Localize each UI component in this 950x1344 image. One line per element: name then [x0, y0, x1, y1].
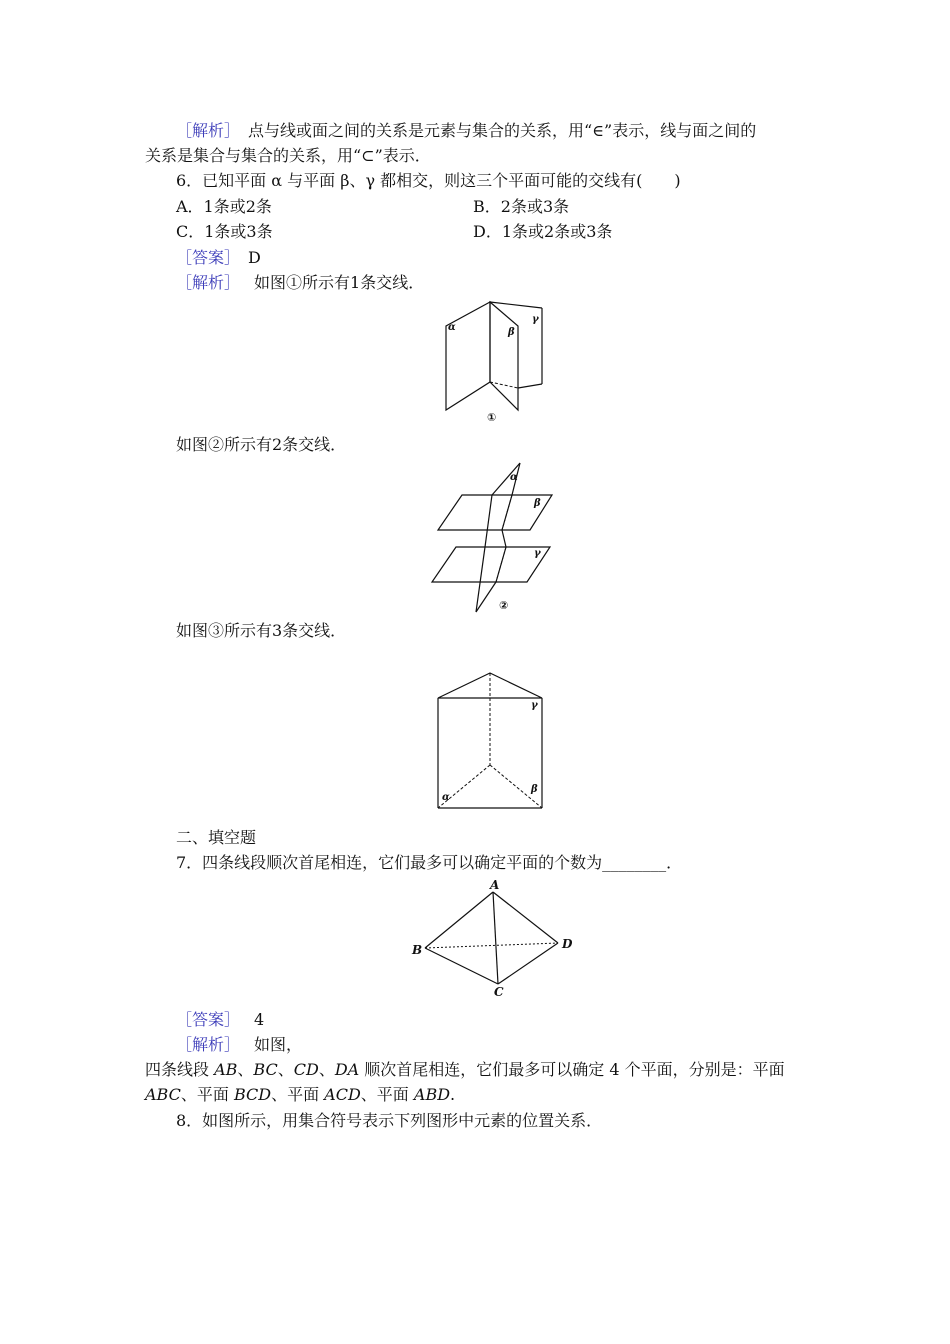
figure-2 — [430, 460, 560, 618]
edge-AC — [493, 892, 498, 984]
separator: 、 — [318, 1060, 335, 1079]
label-beta: β — [508, 327, 515, 338]
analysis-tag: ［解析］ — [176, 273, 241, 292]
label-gamma: γ — [532, 314, 539, 325]
separator: 、 — [237, 1060, 254, 1079]
label-beta: β — [531, 784, 538, 795]
edge-AD — [493, 892, 558, 943]
separator: 、 — [277, 1060, 294, 1079]
figure-number: ① — [487, 411, 497, 424]
plane-beta-outline — [490, 302, 518, 410]
q6-analysis-intro: 如图①所示有1条交线． — [254, 273, 425, 292]
label-gamma: γ — [531, 700, 538, 711]
separator: 、平面 — [360, 1085, 414, 1104]
edge-AB — [425, 892, 493, 948]
segment-bc: BC — [253, 1060, 278, 1079]
plane-gamma-outline — [432, 547, 550, 582]
segment-da: DA — [334, 1060, 360, 1079]
figure-3 — [432, 668, 548, 812]
plane-bcd: BCD — [233, 1085, 272, 1104]
edge-CD — [498, 943, 558, 984]
section-title: 二、填空题 — [176, 828, 257, 847]
figure-1 — [438, 300, 558, 425]
plane-abc: ABC — [145, 1085, 181, 1104]
analysis-tag: ［解析］ — [176, 121, 233, 140]
vertex-C: C — [494, 985, 504, 999]
plane-alpha-outline — [446, 302, 490, 410]
label-alpha: α — [442, 792, 450, 803]
q7-answer-line — [176, 1010, 264, 1030]
plane-alpha-left-edge-lower — [476, 547, 485, 612]
plane-gamma-hidden-edge — [490, 382, 518, 388]
q6-analysis-text2: 如图②所示有2条交线． — [176, 435, 347, 454]
segment-ab: AB — [214, 1060, 238, 1079]
q6-answer: D — [248, 248, 261, 267]
plane-alpha-right-edge-mid — [502, 530, 506, 547]
separator: 、平面 — [271, 1085, 325, 1104]
text-fragment: 四条线段 — [145, 1060, 215, 1079]
q6-stem: 6．已知平面 α 与平面 β、γ 都相交，则这三个平面可能的交线有( ) — [176, 171, 681, 190]
q6-option-c: C．1条或3条 — [176, 222, 273, 241]
plane-gamma-top-edge — [490, 302, 542, 308]
figure-tetrahedron — [410, 878, 580, 1000]
plane-acd: ACD — [324, 1085, 361, 1104]
q7-analysis-body2 — [145, 1085, 455, 1105]
plane-gamma-bottom-edge — [518, 384, 542, 388]
edge-BD-hidden — [425, 943, 558, 948]
label-alpha: α — [448, 322, 456, 333]
q7-analysis-body1 — [145, 1060, 785, 1080]
figure-number: ② — [499, 599, 509, 612]
q6-option-a: A．1条或2条 — [176, 197, 272, 216]
answer-tag: ［答案］ — [176, 248, 241, 267]
label-alpha: α — [510, 472, 518, 483]
q8-stem: 8．如图所示，用集合符号表示下列图形中元素的位置关系． — [176, 1111, 603, 1130]
q7-analysis-line — [176, 1035, 302, 1055]
q7-analysis-intro: 如图， — [254, 1035, 303, 1054]
segment-cd: CD — [293, 1060, 319, 1079]
vertex-A: A — [490, 878, 500, 892]
answer-tag: ［答案］ — [176, 1010, 241, 1029]
intersection-line-2 — [496, 547, 506, 582]
label-beta: β — [534, 498, 541, 509]
plane-alpha-left-edge — [485, 495, 492, 547]
q7-stem: 7．四条线段顺次首尾相连，它们最多可以确定平面的个数为________． — [176, 853, 683, 872]
q6-analysis-text3: 如图③所示有3条交线． — [176, 621, 347, 640]
q6-answer-line — [176, 248, 261, 268]
q5-analysis-line2: 关系是集合与集合的关系，用“⊂”表示． — [145, 146, 431, 165]
q6-option-b: B．2条或3条 — [473, 197, 570, 216]
period: . — [450, 1085, 456, 1104]
q7-answer: 4 — [254, 1010, 265, 1029]
edge-BC — [425, 948, 498, 984]
text-fragment: 顺次首尾相连，它们最多可以确定 4 个平面，分别是：平面 — [359, 1060, 785, 1079]
vertex-D: D — [562, 937, 573, 951]
vertex-B: B — [412, 943, 423, 957]
plane-abd: ABD — [413, 1085, 451, 1104]
separator: 、平面 — [180, 1085, 234, 1104]
q6-analysis-line — [176, 273, 424, 293]
q5-analysis-text1: 点与线或面之间的关系是元素与集合的关系，用“∈”表示，线与面之间的 — [232, 121, 757, 140]
q5-analysis-line1 — [176, 121, 756, 141]
intersection-line-1 — [502, 495, 512, 530]
analysis-tag: ［解析］ — [176, 1035, 241, 1054]
label-gamma: γ — [534, 548, 541, 559]
q6-option-d: D．1条或2条或3条 — [473, 222, 613, 241]
